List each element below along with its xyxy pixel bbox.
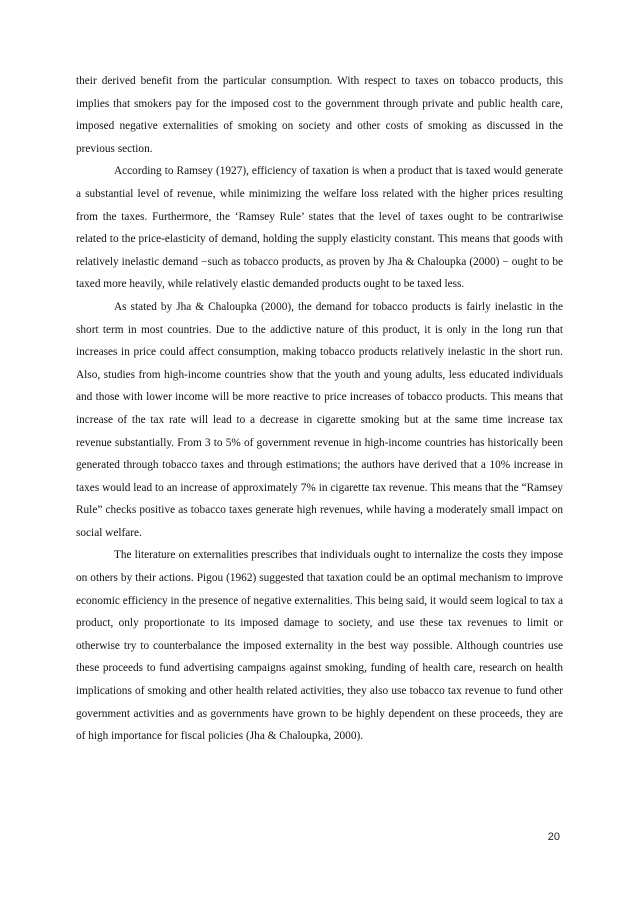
paragraph-continuation: their derived benefit from the particular consumption. With respect to taxes on tobacco products, this implies that smokers pay for the imposed cost to the government through private and public health care, imposed negative externalities of smoking on society and other costs of smoking as discussed in the previous section.: [76, 75, 563, 155]
paragraph-ramsey-rule: According to Ramsey (1927), efficiency of taxation is when a product that is taxed would generate a substantial level of revenue, while minimizing the welfare loss related with the higher prices resulting from the taxes. Furthermore, the ‘Ramsey Rule’ states that the level of taxes ought to be contrariwise related to the price-elasticity of demand, holding the supply elasticity constant. This means that goods with relatively inelastic demand −such as tobacco products, as proven by Jha & Chaloupka (2000) − ought to be taxed more heavily, while relatively elastic demanded products ought to be taxed less.: [76, 165, 563, 291]
document-body: [76, 70, 563, 748]
paragraph-tobacco-demand: As stated by Jha & Chaloupka (2000), the demand for tobacco products is fairly inelastic in the short term in most countries. Due to the addictive nature of this product, it is only in the long run that increases in price could affect consumption, making tobacco products relatively inelastic in the short run. Also, studies from high-income countries show that the youth and young adults, less educated individuals and those with lower income will be more reactive to price increases of tobacco products. This means that increase of the tax rate will lead to a decrease in cigarette smoking but at the same time increase tax revenue substantially. From 3 to 5% of government revenue in high-income countries has historically been generated through tobacco taxes and through estimations; the authors have derived that a 10% increase in taxes would lead to an increase of approximately 7% in cigarette tax revenue. This means that the “Ramsey Rule” checks positive as tobacco taxes generate high revenues, while having a moderately small impact on social welfare.: [76, 300, 563, 539]
paragraph-externalities: The literature on externalities prescribes that individuals ought to internalize the costs they impose on others by their actions. Pigou (1962) suggested that taxation could be an optimal mechanism to improve economic efficiency in the presence of negative externalities. This being said, it would seem logical to tax a product, only proportionate to its imposed damage to society, and use these tax revenues to limit or otherwise try to counterbalance the imposed externality in the best way possible. Although countries use these proceeds to fund advertising campaigns against smoking, funding of health care, research on health implications of smoking and other health related activities, they also use tobacco tax revenue to fund other government activities and as governments have grown to be highly dependent on these proceeds, they are of high importance for fiscal policies (Jha & Chaloupka, 2000).: [76, 549, 563, 743]
page-number: 20: [547, 831, 560, 843]
